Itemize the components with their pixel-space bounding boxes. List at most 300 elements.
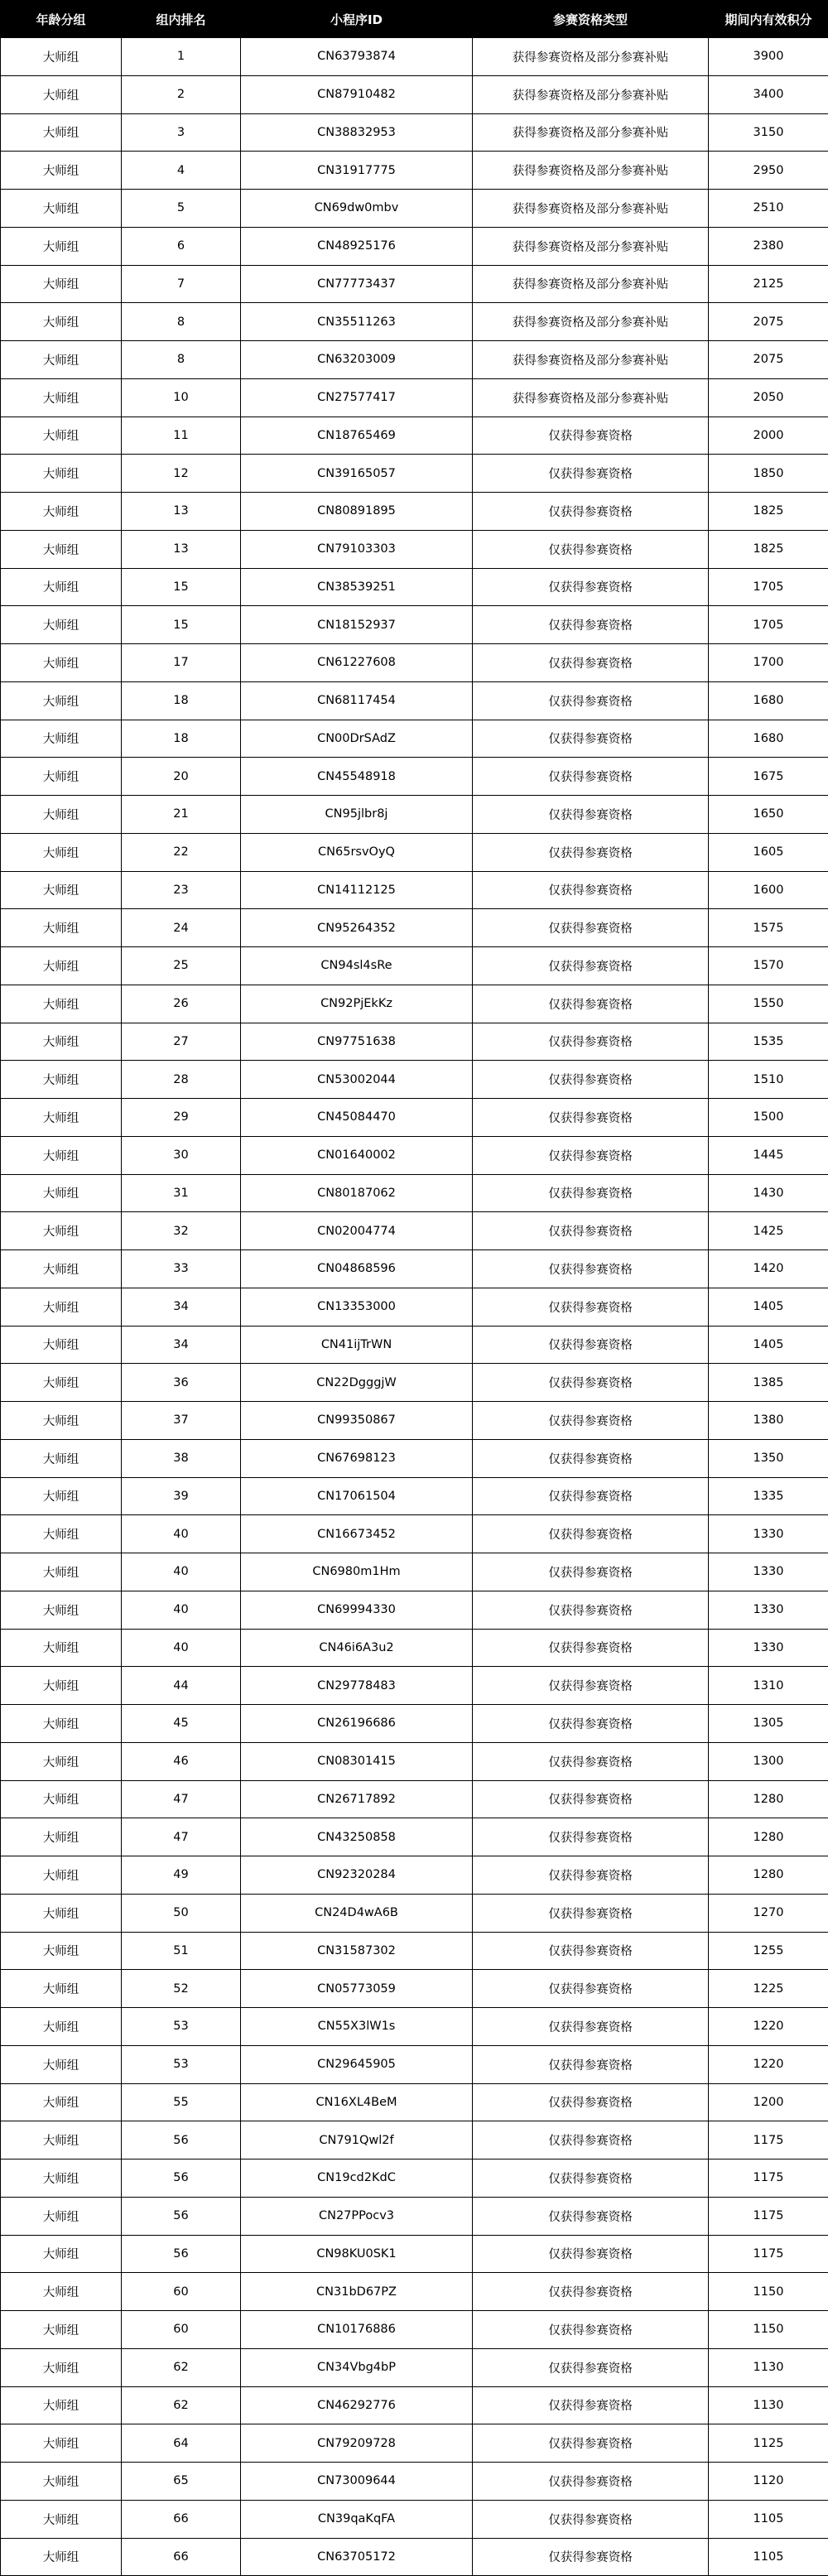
mini-program-id-cell: CN14112125 (241, 871, 473, 909)
age-group-cell: 大师组 (1, 1667, 122, 1705)
points-cell: 1220 (709, 2008, 828, 2046)
mini-program-id-cell: CN92320284 (241, 1856, 473, 1895)
rank-cell: 53 (122, 2045, 241, 2083)
qualification-type-cell: 仅获得参赛资格 (473, 1515, 709, 1553)
table-row (1, 1061, 828, 1099)
qualification-type-cell: 仅获得参赛资格 (473, 1099, 709, 1137)
points-cell: 1675 (709, 758, 828, 796)
rank-cell: 32 (122, 1212, 241, 1250)
qualification-type-cell: 仅获得参赛资格 (473, 2008, 709, 2046)
qualification-type-cell: 仅获得参赛资格 (473, 1970, 709, 2008)
age-group-cell: 大师组 (1, 1364, 122, 1402)
points-cell: 1175 (709, 2197, 828, 2235)
qualification-type-cell: 仅获得参赛资格 (473, 1553, 709, 1591)
age-group-cell: 大师组 (1, 1591, 122, 1629)
age-group-cell: 大师组 (1, 1477, 122, 1515)
mini-program-id-cell: CN13353000 (241, 1288, 473, 1326)
qualification-type-cell: 仅获得参赛资格 (473, 644, 709, 682)
mini-program-id-cell: CN22DgggjW (241, 1364, 473, 1402)
age-group-cell: 大师组 (1, 416, 122, 455)
mini-program-id-cell: CN92PjEkKz (241, 985, 473, 1023)
table-row (1, 265, 828, 303)
rank-cell: 10 (122, 378, 241, 416)
mini-program-id-cell: CN16673452 (241, 1515, 473, 1553)
points-cell: 1220 (709, 2045, 828, 2083)
points-cell: 1680 (709, 681, 828, 720)
table-row (1, 2348, 828, 2386)
points-cell: 2510 (709, 190, 828, 228)
mini-program-id-cell: CN95jlbr8j (241, 796, 473, 834)
mini-program-id-cell: CN27577417 (241, 378, 473, 416)
age-group-cell: 大师组 (1, 568, 122, 606)
age-group-cell: 大师组 (1, 1439, 122, 1477)
table-row (1, 947, 828, 985)
table-row (1, 1553, 828, 1591)
points-cell: 1330 (709, 1629, 828, 1667)
rank-cell: 66 (122, 2500, 241, 2538)
mini-program-id-cell: CN16XL4BeM (241, 2083, 473, 2121)
rank-cell: 62 (122, 2386, 241, 2424)
table-row (1, 1364, 828, 1402)
points-cell: 3900 (709, 38, 828, 76)
qualification-type-cell: 仅获得参赛资格 (473, 909, 709, 947)
table-row (1, 909, 828, 947)
mini-program-id-cell: CN65rsvOyQ (241, 833, 473, 871)
qualification-type-cell: 仅获得参赛资格 (473, 530, 709, 568)
points-cell: 1605 (709, 833, 828, 871)
points-cell: 1330 (709, 1515, 828, 1553)
table-row (1, 1591, 828, 1629)
rank-cell: 15 (122, 568, 241, 606)
table-row (1, 1856, 828, 1895)
table-row (1, 1780, 828, 1818)
points-cell: 1105 (709, 2538, 828, 2576)
table-row (1, 152, 828, 190)
mini-program-id-cell: CN99350867 (241, 1402, 473, 1440)
mini-program-id-cell: CN35511263 (241, 303, 473, 341)
rank-cell: 47 (122, 1780, 241, 1818)
mini-program-id-cell: CN94sl4sRe (241, 947, 473, 985)
points-cell: 1280 (709, 1818, 828, 1856)
table-row (1, 1288, 828, 1326)
rank-cell: 17 (122, 644, 241, 682)
rank-cell: 50 (122, 1894, 241, 1932)
table-row (1, 493, 828, 531)
age-group-cell: 大师组 (1, 2500, 122, 2538)
age-group-cell: 大师组 (1, 2121, 122, 2160)
qualification-type-cell: 仅获得参赛资格 (473, 1742, 709, 1780)
qualification-type-cell: 仅获得参赛资格 (473, 1364, 709, 1402)
age-group-cell: 大师组 (1, 152, 122, 190)
qualification-type-cell: 获得参赛资格及部分参赛补贴 (473, 265, 709, 303)
points-cell: 1705 (709, 568, 828, 606)
qualification-type-cell: 仅获得参赛资格 (473, 1591, 709, 1629)
rank-cell: 56 (122, 2235, 241, 2273)
table-row (1, 1136, 828, 1174)
points-cell: 1175 (709, 2121, 828, 2160)
rank-cell: 28 (122, 1061, 241, 1099)
rank-cell: 60 (122, 2311, 241, 2349)
rank-cell: 4 (122, 152, 241, 190)
qualification-type-cell: 仅获得参赛资格 (473, 1174, 709, 1212)
qualification-type-cell: 仅获得参赛资格 (473, 2463, 709, 2501)
rank-cell: 8 (122, 341, 241, 379)
table-header (1, 1, 828, 38)
age-group-cell: 大师组 (1, 303, 122, 341)
rank-cell: 51 (122, 1932, 241, 1970)
qualification-type-cell: 仅获得参赛资格 (473, 1212, 709, 1250)
qualification-type-cell: 仅获得参赛资格 (473, 985, 709, 1023)
mini-program-id-cell: CN26717892 (241, 1780, 473, 1818)
age-group-cell: 大师组 (1, 681, 122, 720)
table-row (1, 606, 828, 644)
table-row (1, 2386, 828, 2424)
mini-program-id-cell: CN31bD67PZ (241, 2273, 473, 2311)
points-cell: 2000 (709, 416, 828, 455)
points-cell: 2380 (709, 227, 828, 265)
mini-program-id-cell: CN18152937 (241, 606, 473, 644)
points-cell: 1700 (709, 644, 828, 682)
points-cell: 1150 (709, 2273, 828, 2311)
table-row (1, 985, 828, 1023)
mini-program-id-cell: CN27PPocv3 (241, 2197, 473, 2235)
points-cell: 1380 (709, 1402, 828, 1440)
table-row (1, 1742, 828, 1780)
points-cell: 1150 (709, 2311, 828, 2349)
points-cell: 1445 (709, 1136, 828, 1174)
points-cell: 1330 (709, 1553, 828, 1591)
qualification-type-cell: 仅获得参赛资格 (473, 1780, 709, 1818)
mini-program-id-cell: CN77773437 (241, 265, 473, 303)
age-group-cell: 大师组 (1, 1932, 122, 1970)
qualification-type-cell: 仅获得参赛资格 (473, 2083, 709, 2121)
mini-program-id-cell: CN43250858 (241, 1818, 473, 1856)
age-group-cell: 大师组 (1, 833, 122, 871)
mini-program-id-cell: CN6980m1Hm (241, 1553, 473, 1591)
rank-cell: 6 (122, 227, 241, 265)
age-group-cell: 大师组 (1, 493, 122, 531)
table-row (1, 303, 828, 341)
rank-cell: 62 (122, 2348, 241, 2386)
points-cell: 1825 (709, 493, 828, 531)
rank-cell: 37 (122, 1402, 241, 1440)
qualification-type-cell: 仅获得参赛资格 (473, 1061, 709, 1099)
points-cell: 1405 (709, 1288, 828, 1326)
rank-cell: 13 (122, 530, 241, 568)
age-group-cell: 大师组 (1, 720, 122, 758)
rank-cell: 23 (122, 871, 241, 909)
age-group-cell: 大师组 (1, 2424, 122, 2463)
rank-cell: 39 (122, 1477, 241, 1515)
age-group-cell: 大师组 (1, 2273, 122, 2311)
table-row (1, 871, 828, 909)
qualification-type-cell: 仅获得参赛资格 (473, 2235, 709, 2273)
age-group-cell: 大师组 (1, 38, 122, 76)
points-cell: 1535 (709, 1023, 828, 1061)
mini-program-id-cell: CN01640002 (241, 1136, 473, 1174)
table-row (1, 1099, 828, 1137)
mini-program-id-cell: CN79103303 (241, 530, 473, 568)
rank-cell: 49 (122, 1856, 241, 1895)
rank-cell: 24 (122, 909, 241, 947)
age-group-cell: 大师组 (1, 455, 122, 493)
rank-cell: 46 (122, 1742, 241, 1780)
age-group-cell: 大师组 (1, 2311, 122, 2349)
qualification-type-cell: 仅获得参赛资格 (473, 416, 709, 455)
rank-cell: 18 (122, 720, 241, 758)
mini-program-id-cell: CN46292776 (241, 2386, 473, 2424)
rank-cell: 7 (122, 265, 241, 303)
qualification-type-cell: 仅获得参赛资格 (473, 2500, 709, 2538)
points-cell: 1280 (709, 1780, 828, 1818)
points-cell: 1255 (709, 1932, 828, 1970)
age-group-cell: 大师组 (1, 1742, 122, 1780)
rank-cell: 40 (122, 1591, 241, 1629)
age-group-cell: 大师组 (1, 947, 122, 985)
points-cell: 1425 (709, 1212, 828, 1250)
table-row (1, 2273, 828, 2311)
points-cell: 1130 (709, 2386, 828, 2424)
points-cell: 1125 (709, 2424, 828, 2463)
qualification-type-cell: 仅获得参赛资格 (473, 2538, 709, 2576)
mini-program-id-cell: CN00DrSAdZ (241, 720, 473, 758)
mini-program-id-cell: CN29778483 (241, 1667, 473, 1705)
mini-program-id-cell: CN45084470 (241, 1099, 473, 1137)
rank-cell: 47 (122, 1818, 241, 1856)
header-age-group: 年龄分组 (1, 1, 122, 38)
qualification-type-cell: 仅获得参赛资格 (473, 1136, 709, 1174)
age-group-cell: 大师组 (1, 1894, 122, 1932)
age-group-cell: 大师组 (1, 644, 122, 682)
rank-cell: 5 (122, 190, 241, 228)
table-row (1, 530, 828, 568)
table-row (1, 75, 828, 113)
rank-cell: 66 (122, 2538, 241, 2576)
mini-program-id-cell: CN17061504 (241, 1477, 473, 1515)
rank-cell: 29 (122, 1099, 241, 1137)
mini-program-id-cell: CN61227608 (241, 644, 473, 682)
table-row (1, 227, 828, 265)
mini-program-id-cell: CN46i6A3u2 (241, 1629, 473, 1667)
header-row (1, 1, 828, 38)
age-group-cell: 大师组 (1, 1818, 122, 1856)
mini-program-id-cell: CN73009644 (241, 2463, 473, 2501)
age-group-cell: 大师组 (1, 985, 122, 1023)
mini-program-id-cell: CN04868596 (241, 1250, 473, 1288)
rank-cell: 20 (122, 758, 241, 796)
age-group-cell: 大师组 (1, 1515, 122, 1553)
qualification-type-cell: 仅获得参赛资格 (473, 455, 709, 493)
table-row (1, 341, 828, 379)
table-row (1, 2197, 828, 2235)
points-cell: 1330 (709, 1591, 828, 1629)
table-row (1, 1932, 828, 1970)
age-group-cell: 大师组 (1, 2083, 122, 2121)
table-row (1, 1250, 828, 1288)
table-row (1, 568, 828, 606)
points-cell: 1650 (709, 796, 828, 834)
points-cell: 1510 (709, 1061, 828, 1099)
rank-cell: 2 (122, 75, 241, 113)
mini-program-id-cell: CN19cd2KdC (241, 2160, 473, 2198)
age-group-cell: 大师组 (1, 2160, 122, 2198)
mini-program-id-cell: CN02004774 (241, 1212, 473, 1250)
mini-program-id-cell: CN791Qwl2f (241, 2121, 473, 2160)
qualification-type-cell: 仅获得参赛资格 (473, 493, 709, 531)
mini-program-id-cell: CN55X3lW1s (241, 2008, 473, 2046)
table-row (1, 681, 828, 720)
age-group-cell: 大师组 (1, 2197, 122, 2235)
table-row (1, 644, 828, 682)
mini-program-id-cell: CN24D4wA6B (241, 1894, 473, 1932)
age-group-cell: 大师组 (1, 1099, 122, 1137)
qualification-type-cell: 仅获得参赛资格 (473, 1818, 709, 1856)
qualification-type-cell: 仅获得参赛资格 (473, 1023, 709, 1061)
rank-cell: 34 (122, 1288, 241, 1326)
age-group-cell: 大师组 (1, 341, 122, 379)
mini-program-id-cell: CN34Vbg4bP (241, 2348, 473, 2386)
table-row (1, 1970, 828, 2008)
age-group-cell: 大师组 (1, 606, 122, 644)
mini-program-id-cell: CN69dw0mbv (241, 190, 473, 228)
age-group-cell: 大师组 (1, 1970, 122, 2008)
points-cell: 1335 (709, 1477, 828, 1515)
table-row (1, 2235, 828, 2273)
age-group-cell: 大师组 (1, 2463, 122, 2501)
mini-program-id-cell: CN97751638 (241, 1023, 473, 1061)
mini-program-id-cell: CN67698123 (241, 1439, 473, 1477)
points-cell: 1300 (709, 1742, 828, 1780)
age-group-cell: 大师组 (1, 2008, 122, 2046)
points-cell: 1430 (709, 1174, 828, 1212)
qualification-type-cell: 仅获得参赛资格 (473, 1439, 709, 1477)
age-group-cell: 大师组 (1, 1174, 122, 1212)
rank-cell: 40 (122, 1553, 241, 1591)
points-cell: 1500 (709, 1099, 828, 1137)
mini-program-id-cell: CN29645905 (241, 2045, 473, 2083)
qualification-type-cell: 仅获得参赛资格 (473, 1326, 709, 1364)
qualification-type-cell: 仅获得参赛资格 (473, 2273, 709, 2311)
rank-cell: 55 (122, 2083, 241, 2121)
rank-cell: 65 (122, 2463, 241, 2501)
qualification-type-cell: 仅获得参赛资格 (473, 606, 709, 644)
mini-program-id-cell: CN38832953 (241, 113, 473, 152)
points-cell: 2125 (709, 265, 828, 303)
rank-cell: 1 (122, 38, 241, 76)
mini-program-id-cell: CN80891895 (241, 493, 473, 531)
points-cell: 1575 (709, 909, 828, 947)
mini-program-id-cell: CN53002044 (241, 1061, 473, 1099)
qualification-type-cell: 仅获得参赛资格 (473, 1856, 709, 1895)
qualification-type-cell: 获得参赛资格及部分参赛补贴 (473, 113, 709, 152)
age-group-cell: 大师组 (1, 796, 122, 834)
age-group-cell: 大师组 (1, 1856, 122, 1895)
age-group-cell: 大师组 (1, 2235, 122, 2273)
mini-program-id-cell: CN68117454 (241, 681, 473, 720)
qualification-type-cell: 仅获得参赛资格 (473, 1932, 709, 1970)
table-row (1, 1174, 828, 1212)
rank-cell: 33 (122, 1250, 241, 1288)
mini-program-id-cell: CN26196686 (241, 1705, 473, 1743)
qualification-type-cell: 仅获得参赛资格 (473, 871, 709, 909)
qualification-type-cell: 获得参赛资格及部分参赛补贴 (473, 38, 709, 76)
age-group-cell: 大师组 (1, 378, 122, 416)
table-row (1, 1629, 828, 1667)
rank-cell: 53 (122, 2008, 241, 2046)
qualification-type-cell: 仅获得参赛资格 (473, 1667, 709, 1705)
age-group-cell: 大师组 (1, 530, 122, 568)
table-row (1, 2463, 828, 2501)
points-cell: 1175 (709, 2160, 828, 2198)
qualification-type-cell: 获得参赛资格及部分参赛补贴 (473, 227, 709, 265)
rank-cell: 64 (122, 2424, 241, 2463)
rank-cell: 25 (122, 947, 241, 985)
age-group-cell: 大师组 (1, 2348, 122, 2386)
header-valid-points: 期间内有效积分 (709, 1, 828, 38)
table-row (1, 2538, 828, 2576)
points-cell: 1420 (709, 1250, 828, 1288)
points-cell: 1600 (709, 871, 828, 909)
qualification-type-cell: 获得参赛资格及部分参赛补贴 (473, 190, 709, 228)
qualification-type-cell: 仅获得参赛资格 (473, 1402, 709, 1440)
rank-cell: 34 (122, 1326, 241, 1364)
rank-cell: 44 (122, 1667, 241, 1705)
rank-cell: 15 (122, 606, 241, 644)
table-row (1, 1894, 828, 1932)
points-cell: 1680 (709, 720, 828, 758)
rank-cell: 27 (122, 1023, 241, 1061)
mini-program-id-cell: CN38539251 (241, 568, 473, 606)
header-group-rank: 组内排名 (122, 1, 241, 38)
rank-cell: 56 (122, 2121, 241, 2160)
points-cell: 1175 (709, 2235, 828, 2273)
qualification-type-cell: 仅获得参赛资格 (473, 2348, 709, 2386)
qualification-type-cell: 仅获得参赛资格 (473, 947, 709, 985)
age-group-cell: 大师组 (1, 1288, 122, 1326)
qualification-type-cell: 获得参赛资格及部分参赛补贴 (473, 303, 709, 341)
table-row (1, 2008, 828, 2046)
qualification-type-cell: 获得参赛资格及部分参赛补贴 (473, 75, 709, 113)
rank-cell: 22 (122, 833, 241, 871)
points-cell: 1225 (709, 1970, 828, 2008)
points-cell: 2050 (709, 378, 828, 416)
qualification-type-cell: 仅获得参赛资格 (473, 2424, 709, 2463)
table-row (1, 833, 828, 871)
points-cell: 1105 (709, 2500, 828, 2538)
qualification-type-cell: 仅获得参赛资格 (473, 758, 709, 796)
mini-program-id-cell: CN63705172 (241, 2538, 473, 2576)
table-row (1, 2311, 828, 2349)
age-group-cell: 大师组 (1, 909, 122, 947)
points-cell: 2075 (709, 303, 828, 341)
qualification-type-cell: 仅获得参赛资格 (473, 1477, 709, 1515)
rank-cell: 3 (122, 113, 241, 152)
qualification-type-cell: 获得参赛资格及部分参赛补贴 (473, 378, 709, 416)
points-cell: 1120 (709, 2463, 828, 2501)
age-group-cell: 大师组 (1, 113, 122, 152)
table-row (1, 455, 828, 493)
age-group-cell: 大师组 (1, 1780, 122, 1818)
rank-cell: 11 (122, 416, 241, 455)
points-cell: 2075 (709, 341, 828, 379)
mini-program-id-cell: CN05773059 (241, 1970, 473, 2008)
qualification-type-cell: 仅获得参赛资格 (473, 2311, 709, 2349)
table-row (1, 2045, 828, 2083)
table-row (1, 1439, 828, 1477)
age-group-cell: 大师组 (1, 1250, 122, 1288)
points-cell: 1405 (709, 1326, 828, 1364)
points-cell: 3150 (709, 113, 828, 152)
